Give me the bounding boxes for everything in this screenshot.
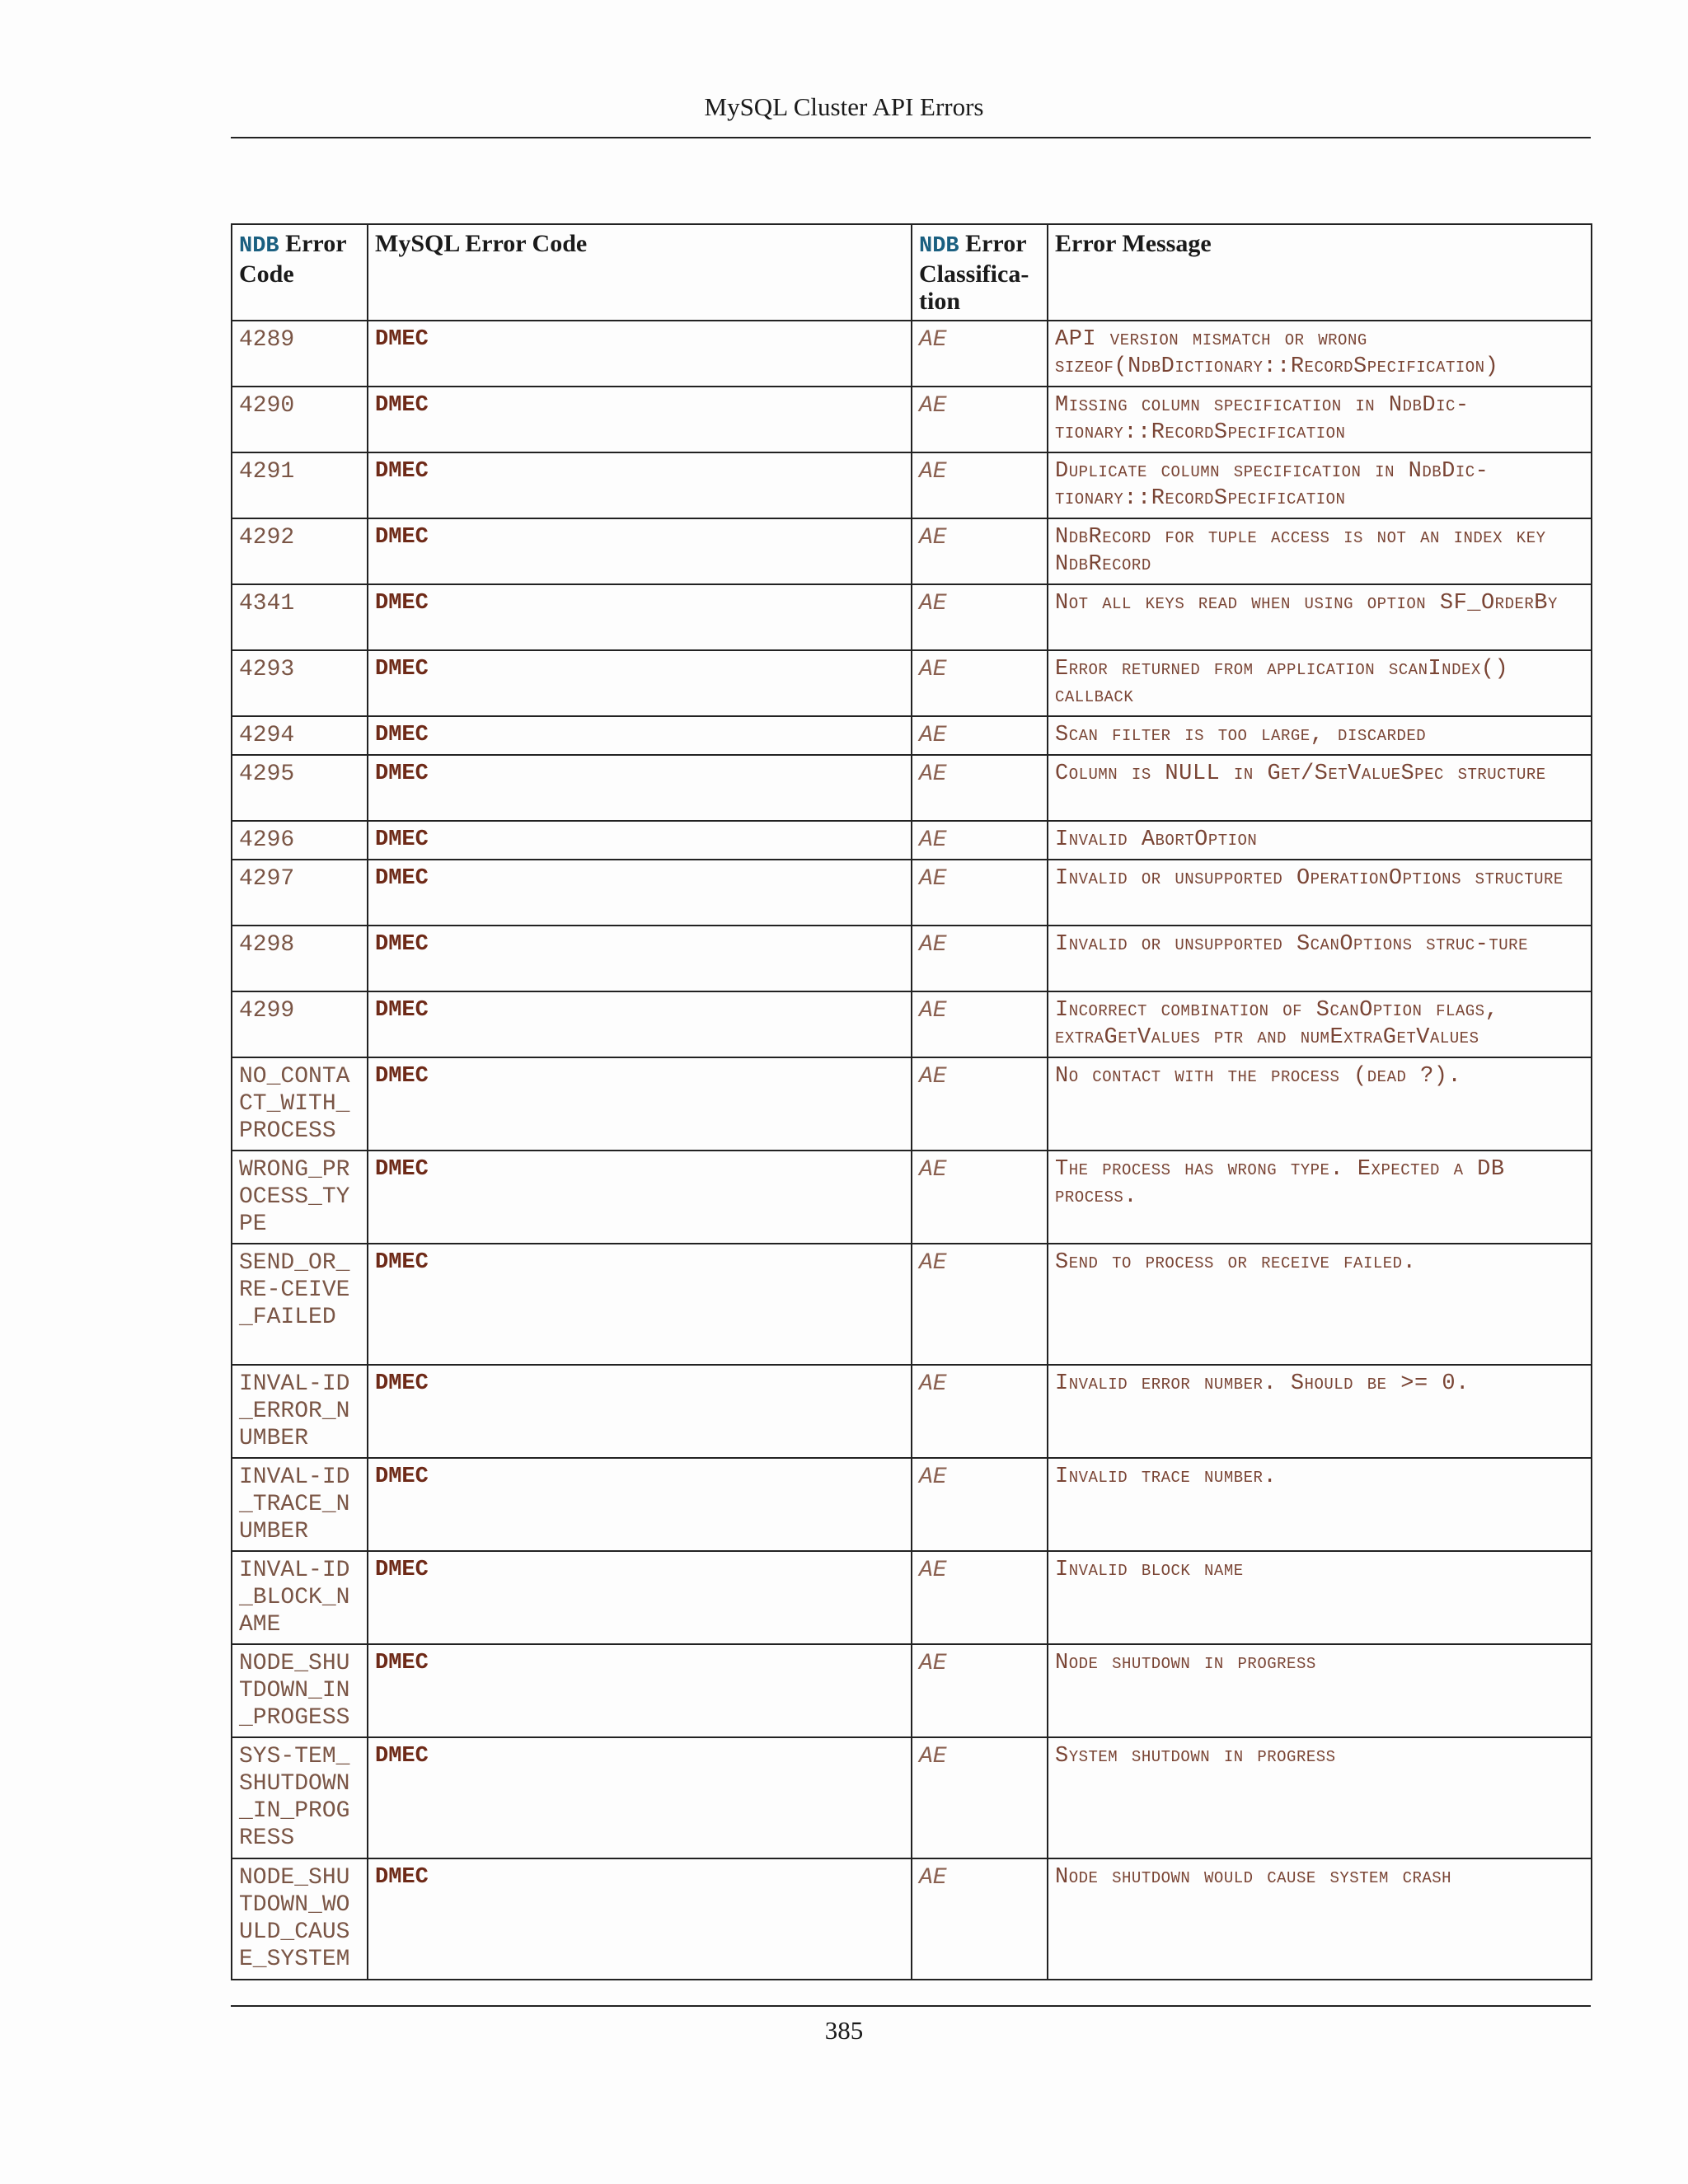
table-row <box>232 1551 1592 1644</box>
mysql-code-cell: DMEC <box>368 821 912 860</box>
column-header-ndb-code-label: Error Code <box>239 230 346 288</box>
table-row <box>232 1458 1592 1551</box>
error-message-cell: No contact with the process (dead ?). <box>1048 1057 1592 1151</box>
mysql-code-cell: DMEC <box>368 716 912 755</box>
error-message-cell: System shutdown in progress <box>1048 1737 1592 1858</box>
error-code-cell: INVAL-ID_ERROR_NUMBER <box>232 1365 368 1458</box>
error-code-cell: INVAL-ID_BLOCK_NAME <box>232 1551 368 1644</box>
table-row <box>232 518 1592 584</box>
mysql-code-cell: DMEC <box>368 991 912 1057</box>
table-row <box>232 1057 1592 1151</box>
classification-cell: AE <box>912 860 1048 926</box>
classification-cell: AE <box>912 650 1048 716</box>
table-row <box>232 821 1592 860</box>
error-code-cell: INVAL-ID_TRACE_NUMBER <box>232 1458 368 1551</box>
error-code-cell: 4296 <box>232 821 368 860</box>
mysql-code-cell: DMEC <box>368 452 912 518</box>
mysql-code-cell: DMEC <box>368 1458 912 1551</box>
table-row <box>232 860 1592 926</box>
error-message-cell: Invalid block name <box>1048 1551 1592 1644</box>
ndb-prefix: NDB <box>919 234 959 259</box>
error-message-cell: Invalid error number. Should be >= 0. <box>1048 1365 1592 1458</box>
error-message-cell: Error returned from application scanIndex() callback <box>1048 650 1592 716</box>
error-code-cell: SYS-TEM_SHUTDOWN_IN_PROGRESS <box>232 1737 368 1858</box>
mysql-code-cell: DMEC <box>368 1737 912 1858</box>
classification-cell: AE <box>912 991 1048 1057</box>
error-message-cell: Node shutdown would cause system crash <box>1048 1858 1592 1980</box>
classification-cell: AE <box>912 1057 1048 1151</box>
classification-cell: AE <box>912 821 1048 860</box>
ndb-prefix: NDB <box>239 234 279 259</box>
error-code-cell: 4289 <box>232 321 368 387</box>
table-row <box>232 716 1592 755</box>
error-message-cell: API version mismatch or wrong sizeof(NdbDictionary::RecordSpecification) <box>1048 321 1592 387</box>
error-code-cell: 4341 <box>232 584 368 650</box>
mysql-code-cell: DMEC <box>368 1365 912 1458</box>
error-code-cell: 4294 <box>232 716 368 755</box>
table-row <box>232 452 1592 518</box>
mysql-code-cell: DMEC <box>368 1151 912 1244</box>
header-rule <box>231 137 1591 138</box>
classification-cell: AE <box>912 755 1048 821</box>
error-code-cell: 4291 <box>232 452 368 518</box>
error-message-cell: NdbRecord for tuple access is not an index key NdbRecord <box>1048 518 1592 584</box>
classification-cell: AE <box>912 452 1048 518</box>
classification-cell: AE <box>912 926 1048 991</box>
table-row <box>232 1858 1592 1980</box>
classification-cell: AE <box>912 387 1048 452</box>
table-row <box>232 650 1592 716</box>
error-code-cell: SEND_OR_RE-CEIVE_FAILED <box>232 1244 368 1365</box>
mysql-code-cell: DMEC <box>368 1644 912 1737</box>
table-row <box>232 1644 1592 1737</box>
error-message-cell: Invalid AbortOption <box>1048 821 1592 860</box>
error-message-cell: Node shutdown in progress <box>1048 1644 1592 1737</box>
error-message-cell: Incorrect combination of ScanOption flags, extraGetValues ptr and numExtraGetValues <box>1048 991 1592 1057</box>
error-code-cell: 4293 <box>232 650 368 716</box>
classification-cell: AE <box>912 321 1048 387</box>
error-message-cell: Send to process or receive failed. <box>1048 1244 1592 1365</box>
classification-cell: AE <box>912 1551 1048 1644</box>
error-message-cell: Column is NULL in Get/SetValueSpec structure <box>1048 755 1592 821</box>
error-code-cell: NODE_SHUTDOWN_WOULD_CAUSE_SYSTEM <box>232 1858 368 1980</box>
table-row <box>232 584 1592 650</box>
error-message-cell: Not all keys read when using option SF_OrderBy <box>1048 584 1592 650</box>
column-header-message: Error Message <box>1048 224 1592 321</box>
classification-cell: AE <box>912 1151 1048 1244</box>
column-header-classification <box>912 224 1048 321</box>
error-code-cell: NODE_SHUTDOWN_IN_PROGESS <box>232 1644 368 1737</box>
mysql-code-cell: DMEC <box>368 1244 912 1365</box>
table-row <box>232 926 1592 991</box>
table-row <box>232 1365 1592 1458</box>
error-code-cell: WRONG_PROCESS_TYPE <box>232 1151 368 1244</box>
error-code-cell: 4290 <box>232 387 368 452</box>
error-message-cell: Invalid or unsupported OperationOptions structure <box>1048 860 1592 926</box>
error-code-cell: 4295 <box>232 755 368 821</box>
error-message-cell: The process has wrong type. Expected a DB process. <box>1048 1151 1592 1244</box>
mysql-code-cell: DMEC <box>368 650 912 716</box>
table-row <box>232 991 1592 1057</box>
table-row <box>232 1244 1592 1365</box>
error-code-cell: 4292 <box>232 518 368 584</box>
classification-cell: AE <box>912 1737 1048 1858</box>
table-row <box>232 387 1592 452</box>
classification-cell: AE <box>912 584 1048 650</box>
mysql-code-cell: DMEC <box>368 1858 912 1980</box>
mysql-code-cell: DMEC <box>368 584 912 650</box>
error-code-cell: 4298 <box>232 926 368 991</box>
classification-cell: AE <box>912 1458 1048 1551</box>
mysql-code-cell: DMEC <box>368 387 912 452</box>
mysql-code-cell: DMEC <box>368 518 912 584</box>
column-header-ndb-code <box>232 224 368 321</box>
error-message-cell: Duplicate column specification in NdbDic-tionary::RecordSpecification <box>1048 452 1592 518</box>
classification-cell: AE <box>912 518 1048 584</box>
error-table <box>231 223 1592 1980</box>
table-row <box>232 1151 1592 1244</box>
table-row <box>232 1737 1592 1858</box>
mysql-code-cell: DMEC <box>368 755 912 821</box>
error-message-cell: Invalid trace number. <box>1048 1458 1592 1551</box>
mysql-code-cell: DMEC <box>368 1551 912 1644</box>
footer-rule <box>231 2005 1591 2007</box>
page-header-title: MySQL Cluster API Errors <box>704 92 984 121</box>
column-header-mysql-code: MySQL Error Code <box>368 224 912 321</box>
classification-cell: AE <box>912 716 1048 755</box>
error-code-cell: NO_CONTACT_WITH_PROCESS <box>232 1057 368 1151</box>
error-message-cell: Scan filter is too large, discarded <box>1048 716 1592 755</box>
table-row <box>232 321 1592 387</box>
classification-cell: AE <box>912 1244 1048 1365</box>
table-header-row <box>232 224 1592 321</box>
page-number: 385 <box>824 2016 864 2045</box>
mysql-code-cell: DMEC <box>368 1057 912 1151</box>
error-message-cell: Missing column specification in NdbDic-tionary::RecordSpecification <box>1048 387 1592 452</box>
error-code-cell: 4299 <box>232 991 368 1057</box>
mysql-code-cell: DMEC <box>368 926 912 991</box>
column-header-classification-label: Error Classifica-tion <box>919 230 1029 315</box>
mysql-code-cell: DMEC <box>368 860 912 926</box>
classification-cell: AE <box>912 1644 1048 1737</box>
mysql-code-cell: DMEC <box>368 321 912 387</box>
classification-cell: AE <box>912 1365 1048 1458</box>
classification-cell: AE <box>912 1858 1048 1980</box>
error-message-cell: Invalid or unsupported ScanOptions struc-ture <box>1048 926 1592 991</box>
table-row <box>232 755 1592 821</box>
error-code-cell: 4297 <box>232 860 368 926</box>
